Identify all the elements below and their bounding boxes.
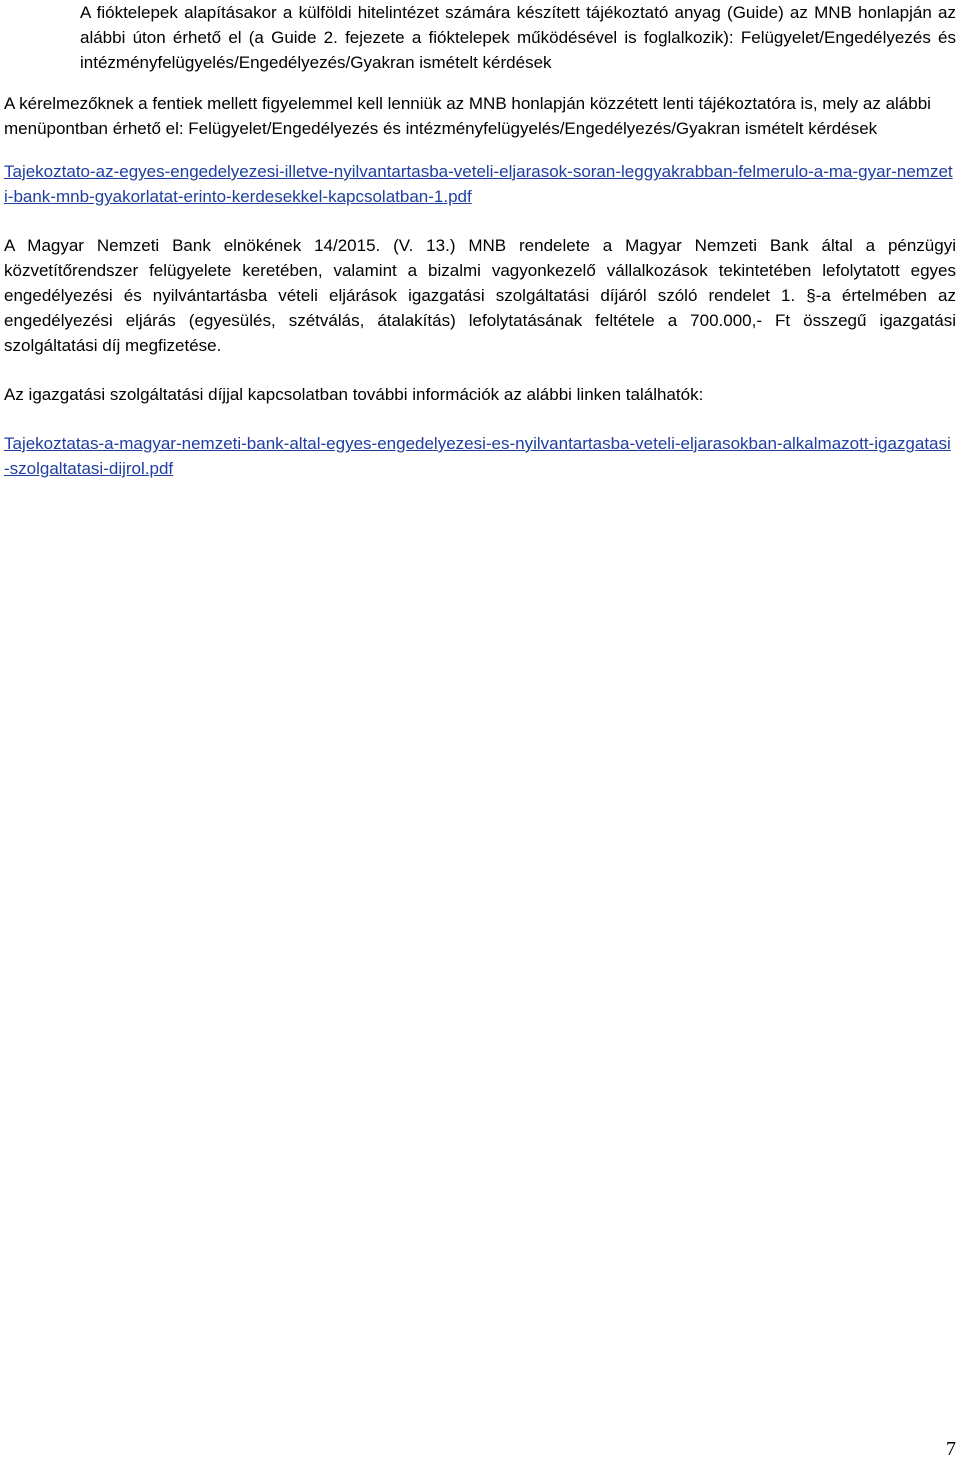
document-page: [4, 0, 956, 481]
fee-pdf-link[interactable]: Tajekoztatas-a-magyar-nemzeti-bank-altal-egyes-engedelyezesi-es-nyilvantartasba-veteli-eljarasokban-alkalmazott-igazgatasi-szolgaltatasi-dijrol.pdf: [4, 434, 951, 478]
page-number: 7: [946, 1438, 956, 1460]
link1-paragraph: [4, 159, 956, 209]
fee-info-paragraph: Az igazgatási szolgáltatási díjjal kapcsolatban további információk az alábbi linken találhatók:: [4, 385, 704, 404]
decree-paragraph: A Magyar Nemzeti Bank elnökének 14/2015. (V. 13.) MNB rendelete a Magyar Nemzeti Bank által a pénzügyi közvetítőrendszer felügyelete keretében, valamint a bizalmi vagyonkezelő vállalkozások tekintetében lefolytatott egyes engedélyezési és nyilvántartásba vételi eljárások igazgatási szolgáltatási díjáról szóló rendelet 1. §-a értelmében az engedélyezési eljárás (egyesülés, szétválás, átalakítás) lefolytatásának feltétele a 700.000,- Ft összegű igazgatási szolgáltatási díj megfizetése.: [4, 236, 956, 355]
guide-pdf-link[interactable]: Tajekoztato-az-egyes-engedelyezesi-illetve-nyilvantartasba-veteli-eljarasok-soran-leggyakrabban-felmerulo-a-ma-gyar-nemzeti-bank-mnb-gyakorlatat-erinto-kerdesekkel-kapcsolatban-1.pdf: [4, 162, 953, 206]
intro-paragraph: A fióktelepek alapításakor a külföldi hitelintézet számára készített tájékoztató anyag (Guide) az MNB honlapján az alábbi úton érhető el (a Guide 2. fejezete a fióktelepek működésével is foglalkozik): Felügyelet/Engedélyezés és intézményfelügyelés/Engedélyezés/Gyakran ismételt kérdések: [80, 3, 956, 72]
link2-paragraph: [4, 431, 956, 481]
applicants-paragraph: A kérelmezőknek a fentiek mellett figyelemmel kell lenniük az MNB honlapján közzétett lenti tájékoztatóra is, mely az alábbi menüpontban érhető el: Felügyelet/Engedélyezés és intézményfelügyelés/Engedélyezés/Gyakran ismételt kérdések: [4, 94, 931, 138]
